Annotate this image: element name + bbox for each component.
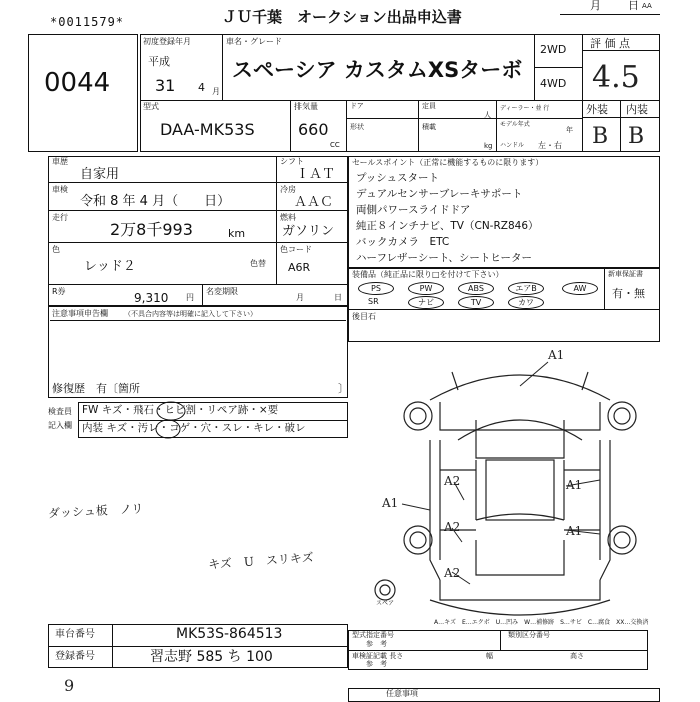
notes-sub: （不具合内容等は明確に記入して下さい） <box>124 310 257 318</box>
ref-label-1: 参 考 <box>366 640 387 648</box>
drive-4wd: 4WD <box>540 77 567 90</box>
inspector-label-2: 記入欄 <box>48 421 72 430</box>
damage-mark-5: A2 <box>444 520 461 534</box>
fuel-label: 燃料 <box>280 213 296 222</box>
handwritten-note-1: ダッシュ板 ノリ <box>47 501 144 521</box>
equipment-leather: カワ <box>508 296 544 309</box>
new-car-warranty-value: 有・無 <box>612 287 645 300</box>
plate-value: 習志野 585 ち 100 <box>150 649 273 665</box>
dealer-label: ディーラー・並 行 <box>500 105 550 112</box>
day-label: 日 <box>628 0 639 12</box>
registration-era: 平成 <box>148 55 170 68</box>
lot-number: 0044 <box>44 68 111 98</box>
interior-label: 内装 <box>626 103 648 116</box>
equipment-airbag: エアB <box>508 282 544 295</box>
chassis-value: MK53S-864513 <box>176 626 283 642</box>
handle-value: 左・右 <box>538 141 562 150</box>
equipment-ps: PS <box>358 282 394 295</box>
color-value: レッド２ <box>84 259 136 274</box>
inspector-label-1: 検査員 <box>48 407 72 416</box>
damage-mark-4: A1 <box>566 478 583 492</box>
damage-mark-2: A2 <box>444 474 461 488</box>
damage-mark-1: A1 <box>548 348 565 362</box>
mileage-value: 2万8千993 <box>110 220 193 239</box>
diagram-legend: A…キズ E…エクボ U…凹み W…補修跡 S…サビ C…腐食 XX…交換済 <box>434 619 649 626</box>
color-code-label: 色コード <box>280 245 312 254</box>
inspection-label: 車検 <box>52 185 68 194</box>
repair-history-label: 修復歴 有〔箇所 <box>52 382 140 395</box>
car-name-value: スペーシア カスタムXSターボ <box>232 58 523 82</box>
sales-point-4: 純正８インチナビ、TV（CN-RZ846） <box>356 220 539 232</box>
year-unit: 年 <box>566 126 573 134</box>
color-label: 色 <box>52 245 60 254</box>
inspector-row-1: FW キズ・飛石・ヒビ割・リペア跡・×要 <box>82 404 279 416</box>
registration-month: 4 <box>198 81 205 94</box>
equipment-tv: TV <box>458 296 494 309</box>
door-label: ドア <box>350 102 364 110</box>
capacity-label: 定員 <box>422 102 436 110</box>
sales-point-3: 両側パワースライドドア <box>356 204 471 216</box>
type-number-label: 型式指定番号 <box>352 631 394 639</box>
spare-label: スペア <box>376 600 395 607</box>
shift-value: ＩＡＴ <box>296 167 336 182</box>
mileage-unit: km <box>228 227 246 240</box>
color-code-label-right: 色替 <box>250 259 266 268</box>
car-name-label: 車名・グレード <box>226 37 282 46</box>
repair-history-close: 〕 <box>338 382 349 395</box>
load-unit: kg <box>484 142 493 150</box>
model-label: 型式 <box>143 102 159 111</box>
model-value: DAA-MK53S <box>160 120 255 139</box>
plate-label: 登録番号 <box>55 651 95 662</box>
bottom-title: 任意事項 <box>386 689 418 698</box>
notes-label: 注意事項申告欄 <box>52 309 108 318</box>
drive-2wd: 2WD <box>540 43 567 56</box>
equipment-pw: PW <box>408 282 444 295</box>
sales-point-2: デュアルセンサーブレーキサポート <box>356 188 523 200</box>
equipment-navi: ナビ <box>408 296 444 309</box>
title-deadline-day: 日 <box>334 293 342 302</box>
class-number-label: 類別区分番号 <box>508 631 550 639</box>
rating-score: 4.5 <box>592 60 640 95</box>
aircon-label: 冷房 <box>280 185 296 194</box>
corner-mark: 9 <box>64 676 75 695</box>
recycle-label: R券 <box>52 287 66 296</box>
equipment-sr: SR <box>368 297 379 306</box>
fuel-value: ガソリン <box>282 224 335 239</box>
model-year-label: モデル年式 <box>500 121 530 128</box>
handwritten-note-2: キズ U スリキズ <box>207 550 315 572</box>
damage-mark-3: A1 <box>382 496 399 510</box>
height-label: 高さ <box>570 652 584 660</box>
registration-label: 初度登録年月 <box>143 37 191 46</box>
sales-point-5: バックカメラ ETC <box>356 236 450 248</box>
ref-label-2: 参 考 <box>366 660 387 668</box>
exterior-label: 外装 <box>586 103 608 116</box>
color-code-value: A6R <box>288 261 311 274</box>
equipment-abs: ABS <box>458 282 494 295</box>
aircon-value: ＡＡＣ <box>294 195 334 210</box>
displacement-unit: CC <box>330 141 340 149</box>
rating-label: 評 価 点 <box>590 37 630 50</box>
chassis-label: 車台番号 <box>55 629 95 640</box>
displacement-label: 排気量 <box>294 102 318 111</box>
sales-points-label: セールスポイント（正常に機能するものに限ります） <box>352 158 544 167</box>
interior-grade: B <box>628 124 645 149</box>
shape-label: 形状 <box>350 123 364 131</box>
aa-label: AA <box>642 2 652 10</box>
inspection-value: 令和 8 年 4 月（ 日） <box>80 194 231 209</box>
rear-seat-label: 後目石 <box>352 312 376 321</box>
sales-point-6: ハーフレザーシート、シートヒーター <box>356 252 532 264</box>
inspector-row-2: 内装 キズ・汚レ・コゲ・穴・スレ・キレ・破レ <box>82 422 306 434</box>
serial-number: *0011579* <box>50 15 125 29</box>
new-car-warranty-label: 新車保証書 <box>608 270 643 278</box>
title-deadline-label: 名変期限 <box>206 287 238 296</box>
exterior-grade: B <box>592 124 609 149</box>
sales-point-1: プッシュスタート <box>356 172 440 184</box>
equipment-label: 装備品（純正品に限り□を付けて下さい） <box>352 270 504 279</box>
capacity-unit: 人 <box>484 111 491 119</box>
registration-year: 31 <box>155 76 176 95</box>
mileage-label: 走行 <box>52 213 68 222</box>
handle-label: ハンドル <box>500 142 525 149</box>
usage-label: 車歴 <box>52 157 68 166</box>
month-label: 月 <box>590 0 601 12</box>
usage-value: 自家用 <box>80 167 120 182</box>
form-title: ＪＵ千葉 オークション出品申込書 <box>222 8 462 26</box>
title-deadline-month: 月 <box>296 293 304 302</box>
damage-mark-7: A2 <box>444 566 461 580</box>
recycle-unit: 円 <box>186 293 194 302</box>
shift-label: シフト <box>280 157 304 166</box>
damage-mark-6: A1 <box>566 524 583 538</box>
registration-month-unit: 月 <box>212 87 220 96</box>
size-label: 車検証記載 長さ <box>352 652 404 660</box>
width-label: 幅 <box>486 652 493 660</box>
load-label: 積載 <box>422 123 436 131</box>
displacement-value: 660 <box>298 120 329 139</box>
recycle-value: 9,310 <box>134 291 169 305</box>
equipment-aw: AW <box>562 282 598 295</box>
